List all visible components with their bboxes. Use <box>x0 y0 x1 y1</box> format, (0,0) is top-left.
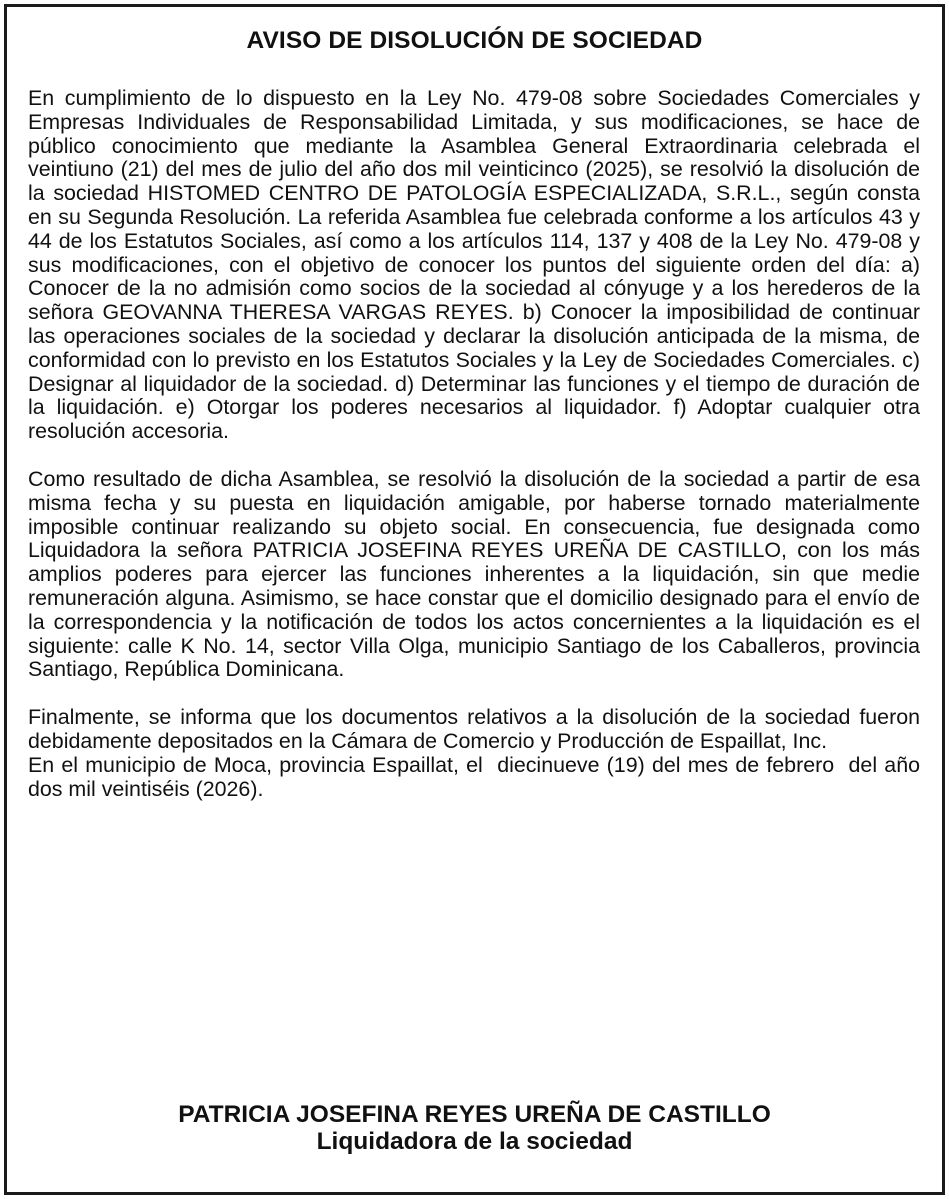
paragraph-spacer <box>28 444 920 468</box>
paragraph-liquidation: Como resultado de dicha Asamblea, se resolvió la disolución de la sociedad a partir de esa misma fecha y su puesta en liquidación amigable, por haberse tornado materialmente imposible continuar realizando su objeto social. En consecuencia, fue designada como Liquidadora la señora PATRICIA JOSEFINA REYES UREÑA DE CASTILLO, con los más amplios poderes para ejercer las funciones inherentes a la liquidación, sin que medie remuneración alguna. Asimismo, se hace constar que el domicilio designado para el envío de la correspondencia y la notificación de todos los actos concernientes a la liquidación es el siguiente: calle K No. 14, sector Villa Olga, municipio Santiago de los Caballeros, provincia Santiago, República Dominicana. <box>28 466 920 682</box>
signatory-name: PATRICIA JOSEFINA REYES UREÑA DE CASTILLO <box>178 1101 771 1128</box>
notice-body <box>28 86 926 801</box>
paragraph-date-place: En el municipio de Moca, provincia Espaillat, el diecinueve (19) del mes de febrero del año dos mil veintiséis (2026). <box>28 752 926 801</box>
paragraph-spacer <box>28 682 920 706</box>
signature-block <box>7 1101 942 1155</box>
notice-title: AVISO DE DISOLUCIÓN DE SOCIEDAD <box>246 27 703 54</box>
notice-frame <box>4 4 945 1195</box>
paragraph-legal-basis: En cumplimiento de lo dispuesto en la Ley No. 479-08 sobre Sociedades Comerciales y Empresas Individuales de Responsabilidad Limitada, y sus modificaciones, se hace de público conocimiento que mediante la Asamblea General Extraordinaria celebrada el veintiuno (21) del mes de julio del año dos mil veinticinco (2025), se resolvió la disolución de la sociedad HISTOMED CENTRO DE PATOLOGÍA ESPECIALIZADA, S.R.L., según consta en su Segunda Resolución. La referida Asamblea fue celebrada conforme a los artículos 43 y 44 de los Estatutos Sociales, así como a los artículos 114, 137 y 408 de la Ley No. 479-08 y sus modificaciones, con el objetivo de conocer los puntos del siguiente orden del día: a) Conocer de la no admisión como socios de la sociedad al cónyuge y a los herederos de la señora GEOVANNA THERESA VARGAS REYES. b) Conocer la imposibilidad de continuar las operaciones sociales de la sociedad y declarar la disolución anticipada de la misma, de conformidad con lo previsto en los Estatutos Sociales y la Ley de Sociedades Comerciales. c) Designar al liquidador de la sociedad. d) Determinar las funciones y el tiempo de duración de la liquidación. e) Otorgar los poderes necesarios al liquidador. f) Adoptar cualquier otra resolución accesoria. <box>28 86 920 444</box>
paragraph-deposit: Finalmente, se informa que los documentos relativos a la disolución de la sociedad fueron debidamente depositados en la Cámara de Comercio y Producción de Espaillat, Inc. <box>28 705 920 753</box>
signatory-role: Liquidadora de la sociedad <box>316 1128 633 1155</box>
